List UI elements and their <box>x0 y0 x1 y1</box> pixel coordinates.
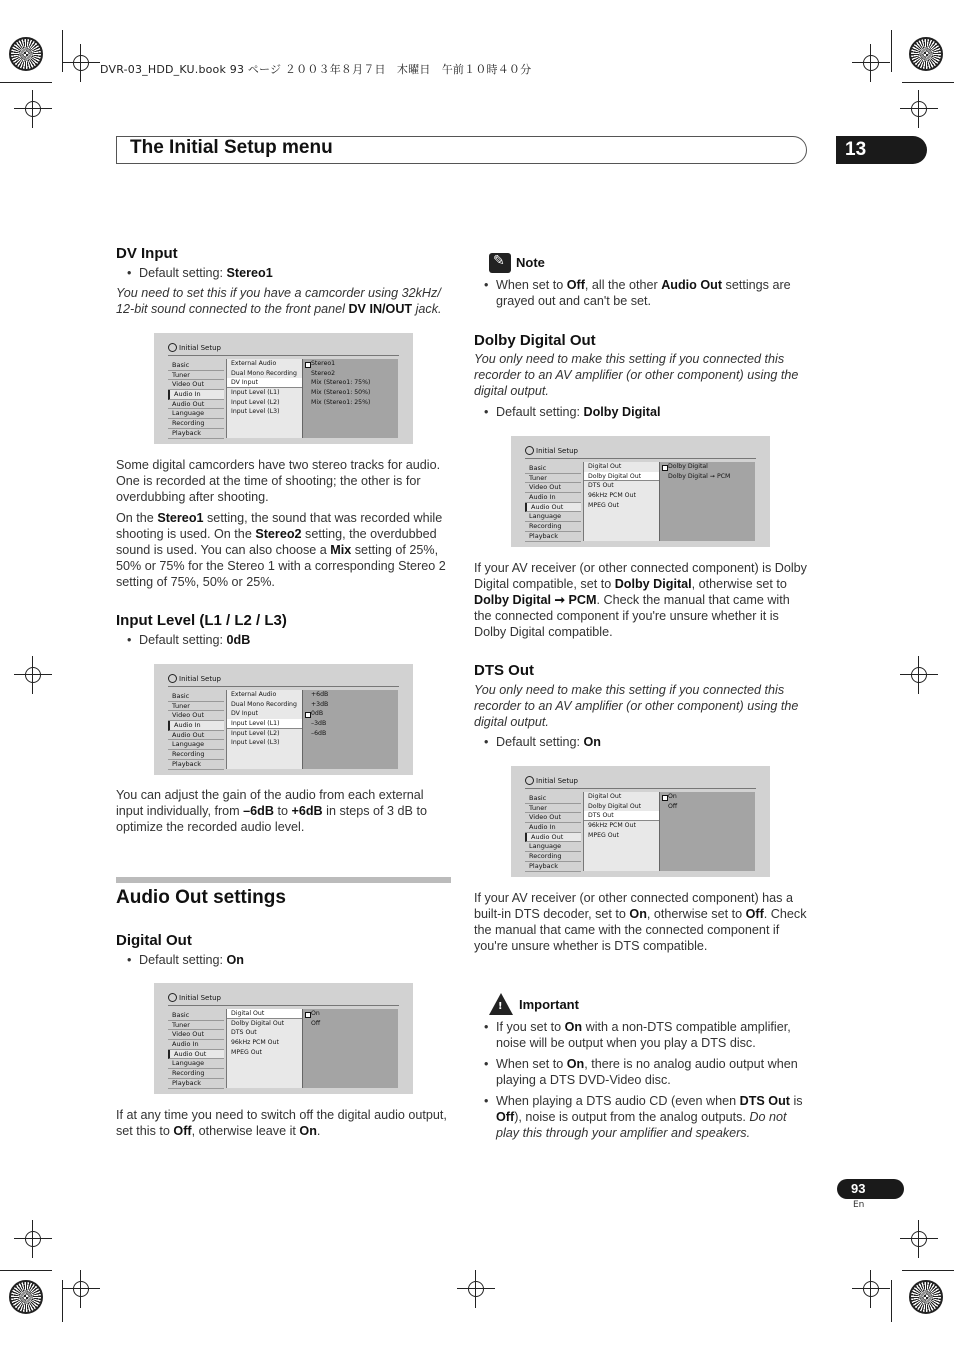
osd-submenu-item: DV Input <box>231 710 258 718</box>
osd-menu-item: Basic <box>168 361 224 371</box>
osd-option: Dolby Digital <box>660 462 755 472</box>
registration-wheel-icon <box>9 1280 43 1314</box>
crop-mark-icon <box>908 1228 930 1250</box>
osd-option: +6dB <box>311 691 329 698</box>
input-level-default: • Default setting: 0dB <box>117 632 447 648</box>
osd-submenu-item: Dolby Digital Out <box>231 1019 285 1027</box>
osd-submenu-item: External Audio <box>231 360 277 367</box>
osd-divider <box>525 788 756 789</box>
osd-dts-out <box>511 766 770 877</box>
osd-submenu <box>226 690 302 769</box>
dts-note: You only need to make this setting if you connected this recorder to an AV amplifier (or other component) using the digital output. <box>474 683 799 729</box>
osd-menu-item: Audio In <box>525 823 581 833</box>
osd-menu-item: Playback <box>168 760 224 770</box>
osd-submenu <box>583 792 659 871</box>
osd-menu <box>168 692 224 770</box>
input-level-heading: Input Level (L1 / L2 / L3) <box>116 612 287 629</box>
section-bar <box>116 877 451 883</box>
crop-mark-icon <box>22 664 44 686</box>
osd-submenu <box>226 359 302 438</box>
osd-menu-item: Playback <box>525 862 581 872</box>
registration-wheel-icon <box>909 1280 943 1314</box>
osd-submenu-item: MPEG Out <box>588 831 619 839</box>
osd-menu-item: Audio Out <box>525 833 581 843</box>
osd-menu-item: Audio In <box>525 493 581 503</box>
page-language: En <box>853 1200 865 1210</box>
osd-submenu-item: DTS Out <box>584 811 659 821</box>
osd-submenu-item: MPEG Out <box>231 1048 262 1056</box>
important-label: Important <box>519 997 579 1012</box>
osd-option: Stereo2 <box>311 369 336 377</box>
dolby-para: If your AV receiver (or other connected component) is Dolby Digital compatible, set to Dolby Digital, otherwise set to Dolby Digital ➞ PCM. Check the manual that came with the connected component if you're unsure whether it is Dolby Digital compatible. <box>474 561 807 639</box>
osd-menu-item: Recording <box>168 750 224 760</box>
osd-digital-out <box>154 983 413 1094</box>
trim-line <box>62 1280 63 1322</box>
osd-menu-item: Audio In <box>168 1040 224 1050</box>
crop-mark-icon <box>22 1228 44 1250</box>
dts-para: If your AV receiver (or other connected component) has a built-in DTS decoder, set to On, otherwise set to Off. Check the manual that came with the connected component if you're unsure whether is DTS compatible. <box>474 891 807 953</box>
osd-menu-item: Recording <box>168 419 224 429</box>
osd-menu-item: Language <box>168 1059 224 1069</box>
osd-menu-item: Tuner <box>168 702 224 712</box>
dv-input-heading: DV Input <box>116 245 178 262</box>
osd-submenu-item: Dolby Digital Out <box>588 802 642 810</box>
important-bullet-2: • When set to On, there is no analog audio output when playing a DTS DVD-Video disc. <box>474 1056 809 1088</box>
disc-icon <box>168 993 177 1002</box>
osd-submenu-item: External Audio <box>231 691 277 698</box>
disc-icon <box>168 674 177 683</box>
osd-option: Mix (Stereo1: 50%) <box>311 389 371 397</box>
osd-option: Stereo1 <box>303 359 398 369</box>
section-title: Audio Out settings <box>116 887 286 908</box>
osd-options <box>659 792 755 871</box>
input-level-para: You can adjust the gain of the audio from each external input individually, from –6dB to +6dB in steps of 3 dB to optimize the recorded audio level. <box>116 788 427 834</box>
registration-wheel-icon <box>9 37 43 71</box>
trim-line <box>0 82 52 83</box>
osd-title: Initial Setup <box>525 776 578 785</box>
osd-menu-item: Basic <box>525 794 581 804</box>
osd-submenu-item: 96kHz PCM Out <box>588 822 636 830</box>
osd-submenu-item: Input Level (L2) <box>231 398 280 406</box>
osd-menu-item: Audio In <box>168 390 224 400</box>
disc-icon <box>168 343 177 352</box>
important-bullet-1: • If you set to On with a non-DTS compatible amplifier, noise will be output when you play a DTS disc. <box>474 1019 809 1051</box>
osd-title: Initial Setup <box>168 343 221 352</box>
osd-submenu-item: Input Level (L3) <box>231 739 280 747</box>
dolby-note: You only need to make this setting if you connected this recorder to an AV amplifier (or other component) using the digital output. <box>474 352 799 398</box>
osd-submenu-item: Dual Mono Recording <box>231 700 297 708</box>
crop-mark-icon <box>860 1278 882 1300</box>
osd-menu-item: Playback <box>525 532 581 542</box>
osd-menu-item: Video Out <box>168 711 224 721</box>
osd-submenu-item: DV Input <box>227 378 302 388</box>
digital-out-heading: Digital Out <box>116 932 192 949</box>
trim-line <box>891 1280 892 1322</box>
osd-menu <box>525 794 581 872</box>
crop-mark-icon <box>860 52 882 74</box>
osd-submenu-item: MPEG Out <box>588 501 619 509</box>
osd-menu-item: Language <box>525 842 581 852</box>
page-number: 93 <box>837 1179 904 1199</box>
osd-option: On <box>303 1009 398 1019</box>
digital-out-para: If at any time you need to switch off the digital audio output, set this to Off, otherwise leave it On. <box>116 1108 447 1138</box>
osd-title: Initial Setup <box>168 993 221 1002</box>
osd-options <box>302 1009 398 1088</box>
digital-out-default: • Default setting: On <box>117 952 447 968</box>
osd-option: +3dB <box>311 700 329 708</box>
trim-line <box>891 30 892 72</box>
osd-submenu-item: Digital Out <box>588 463 622 470</box>
osd-submenu <box>583 462 659 541</box>
trim-line <box>62 30 63 72</box>
osd-menu-item: Language <box>168 740 224 750</box>
note-label: Note <box>516 255 545 270</box>
osd-submenu-item: Input Level (L1) <box>227 719 302 729</box>
osd-submenu-item: Digital Out <box>588 793 622 800</box>
osd-submenu-item: DTS Out <box>588 482 614 490</box>
osd-menu-item: Audio Out <box>525 503 581 513</box>
osd-submenu-item: DTS Out <box>231 1029 257 1037</box>
osd-dv-input <box>154 333 413 444</box>
osd-options <box>659 462 755 541</box>
osd-option: Dolby Digital ➞ PCM <box>668 472 731 480</box>
dv-input-note: You need to set this if you have a camcorder using 32kHz/ 12-bit sound connected to the front panel DV IN/OUT jack. <box>116 286 442 316</box>
trim-line <box>0 1270 52 1271</box>
osd-menu <box>168 361 224 439</box>
osd-menu-item: Audio Out <box>168 731 224 741</box>
crop-mark-icon <box>465 1278 487 1300</box>
osd-divider <box>168 355 399 356</box>
osd-menu-item: Language <box>168 409 224 419</box>
note-icon <box>489 253 511 273</box>
dv-input-default: • Default setting: Stereo1 <box>117 265 447 281</box>
dv-input-para2: On the Stereo1 setting, the sound that was recorded while shooting is used. On the Stereo2 setting, the overdubbed sound is used. You can also choose a Mix setting of 25%, 50% or 75% for the Stereo 1 with a corresponding Stereo 2 setting of 75%, 50% or 25%. <box>116 511 446 589</box>
osd-menu-item: Tuner <box>168 1021 224 1031</box>
osd-option: 0dB <box>303 709 398 719</box>
osd-submenu-item: Input Level (L2) <box>231 729 280 737</box>
osd-title: Initial Setup <box>525 446 578 455</box>
osd-option: –3dB <box>311 720 327 728</box>
osd-menu-item: Basic <box>168 692 224 702</box>
osd-menu-item: Language <box>525 512 581 522</box>
crop-mark-icon <box>70 1278 92 1300</box>
osd-submenu-item: 96kHz PCM Out <box>231 1039 279 1047</box>
osd-option: Off <box>668 802 678 810</box>
crop-mark-icon <box>70 52 92 74</box>
crop-mark-icon <box>22 98 44 120</box>
osd-option: Mix (Stereo1: 75%) <box>311 379 371 387</box>
osd-menu-item: Audio Out <box>168 400 224 410</box>
osd-menu-item: Playback <box>168 429 224 439</box>
osd-option: –6dB <box>311 729 327 737</box>
osd-menu-item: Audio In <box>168 721 224 731</box>
osd-submenu-item: Input Level (L3) <box>231 408 280 416</box>
osd-menu <box>525 464 581 542</box>
crop-mark-icon <box>908 664 930 686</box>
dts-default: • Default setting: On <box>474 734 809 750</box>
dolby-heading: Dolby Digital Out <box>474 332 596 349</box>
osd-menu <box>168 1011 224 1089</box>
osd-option: On <box>660 792 755 802</box>
osd-submenu <box>226 1009 302 1088</box>
osd-submenu-item: Digital Out <box>227 1009 302 1019</box>
osd-menu-item: Video Out <box>168 380 224 390</box>
osd-menu-item: Tuner <box>168 371 224 381</box>
osd-menu-item: Tuner <box>525 474 581 484</box>
osd-menu-item: Basic <box>525 464 581 474</box>
osd-menu-item: Video Out <box>168 1030 224 1040</box>
osd-title: Initial Setup <box>168 674 221 683</box>
warning-icon: ! <box>489 993 513 1015</box>
osd-menu-item: Recording <box>168 1069 224 1079</box>
osd-submenu-item: Input Level (L1) <box>231 389 280 397</box>
dts-heading: DTS Out <box>474 662 534 679</box>
osd-menu-item: Basic <box>168 1011 224 1021</box>
note-bullet: • When set to Off, all the other Audio Out settings are grayed out and can't be set. <box>474 277 809 309</box>
important-bullet-3: • When playing a DTS audio CD (even when DTS Out is Off), noise is output from the analog outputs. Do not play this through your amplifier and speakers. <box>474 1093 809 1141</box>
osd-menu-item: Playback <box>168 1079 224 1089</box>
page-title: The Initial Setup menu <box>130 137 333 158</box>
trim-line <box>902 82 954 83</box>
osd-menu-item: Tuner <box>525 804 581 814</box>
osd-menu-item: Recording <box>525 522 581 532</box>
osd-dolby-digital-out <box>511 436 770 547</box>
osd-divider <box>168 686 399 687</box>
dolby-default: • Default setting: Dolby Digital <box>474 404 809 420</box>
disc-icon <box>525 446 534 455</box>
osd-options <box>302 359 398 438</box>
osd-submenu-item: 96kHz PCM Out <box>588 492 636 500</box>
osd-option: Off <box>311 1019 321 1027</box>
disc-icon <box>525 776 534 785</box>
crop-mark-icon <box>908 98 930 120</box>
osd-menu-item: Video Out <box>525 813 581 823</box>
osd-menu-item: Video Out <box>525 483 581 493</box>
osd-submenu-item: Dual Mono Recording <box>231 369 297 377</box>
osd-option: Mix (Stereo1: 25%) <box>311 398 371 406</box>
osd-input-level <box>154 664 413 775</box>
trim-line <box>902 1270 954 1271</box>
osd-submenu-item: Dolby Digital Out <box>584 472 659 482</box>
osd-menu-item: Audio Out <box>168 1050 224 1060</box>
osd-options <box>302 690 398 769</box>
osd-divider <box>525 458 756 459</box>
osd-menu-item: Recording <box>525 852 581 862</box>
chapter-badge: 13 <box>836 136 927 164</box>
dv-input-para1: Some digital camcorders have two stereo tracks for audio. One is recorded at the time of shooting; the other is for overdubbing after shooting. <box>116 458 441 504</box>
registration-wheel-icon <box>909 37 943 71</box>
book-file-line: DVR-03_HDD_KU.book 93 ページ ２００３年８月７日 木曜日 午前１０時４０分 <box>100 63 532 76</box>
osd-divider <box>168 1005 399 1006</box>
